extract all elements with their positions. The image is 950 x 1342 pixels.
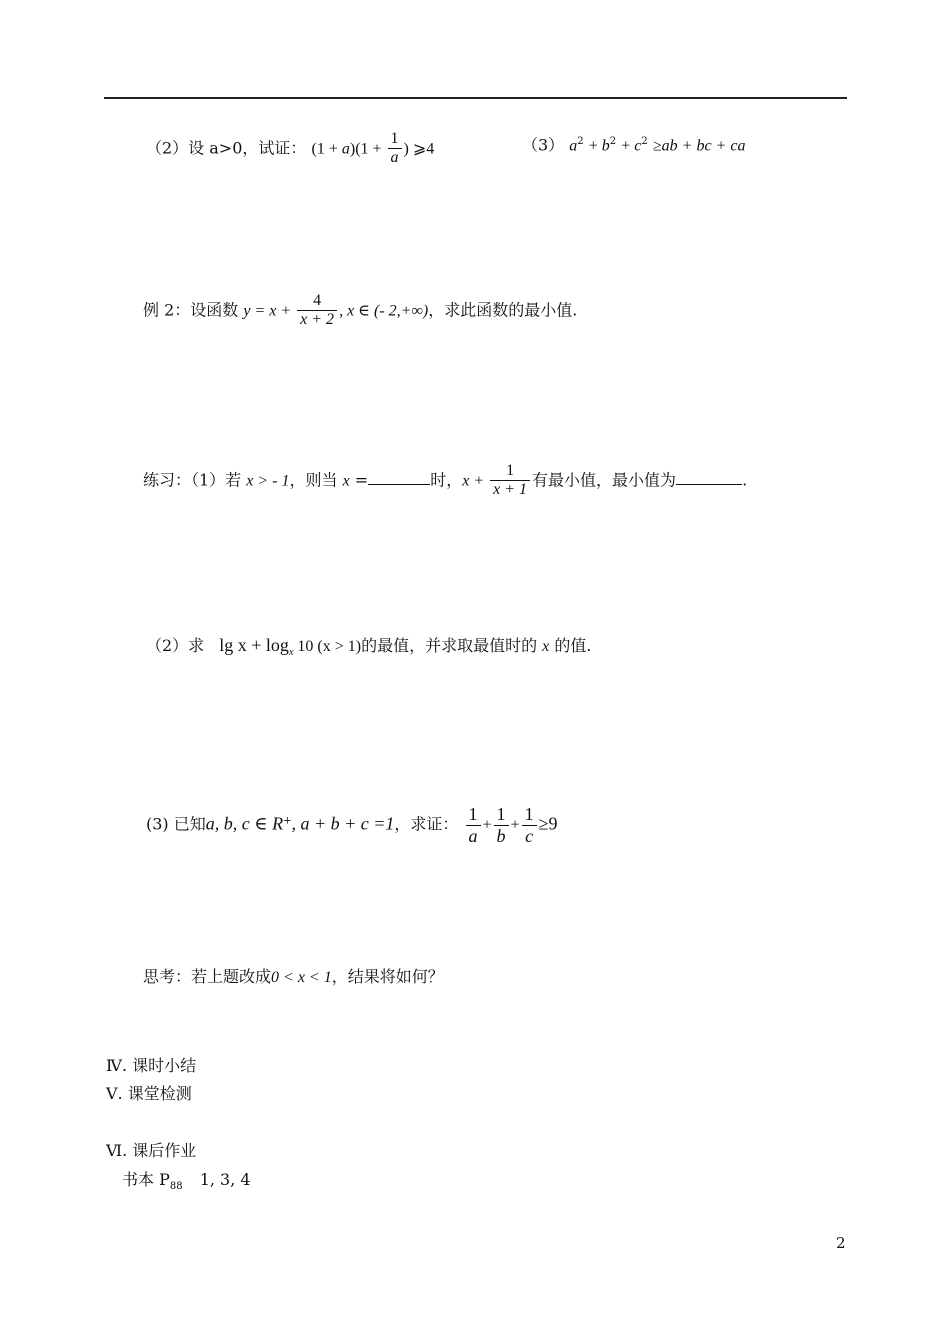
- practice-2-sub: x: [288, 647, 294, 659]
- example-2-tail: ，求此函数的最小值.: [428, 300, 578, 320]
- fraction-denominator: a: [466, 825, 481, 847]
- practice-1: [143, 462, 747, 500]
- homework-line: [122, 1172, 251, 1192]
- practice-2-tail2: 的值.: [549, 636, 592, 655]
- fraction-denominator: b: [494, 825, 509, 847]
- practice-1-fraction: [490, 462, 530, 500]
- practice-2-var: x: [542, 638, 550, 655]
- practice-1-tail: 有最小值，最小值为: [532, 470, 677, 490]
- problem-2-fraction: [388, 130, 402, 168]
- problem-3-b: b: [601, 137, 610, 155]
- practice-2-label: （2）求: [146, 636, 210, 655]
- problem-2-label: （2）设 a>0，试证：: [146, 138, 307, 158]
- example-2-fraction: [297, 292, 337, 330]
- fraction-numerator: 1: [524, 804, 534, 824]
- practice-2-tail: 的最值，并求取最值时的: [361, 636, 543, 655]
- practice-3-mid: ，求证：: [394, 814, 459, 834]
- homework-items: 1, 3, 4: [199, 1170, 251, 1189]
- problem-2-expr-c: ) ⩾4: [403, 140, 435, 158]
- homework-page-sub: 88: [169, 1181, 183, 1193]
- practice-3-rhs: ≥9: [538, 813, 558, 834]
- problem-3-exp-c: 2: [641, 136, 648, 147]
- practice-1-eq: =: [349, 470, 369, 490]
- plus-sign: +: [482, 816, 492, 834]
- practice-1-expr: x +: [462, 472, 489, 490]
- page-number: 2: [836, 1234, 846, 1252]
- example-2-domain: , x ∈ (- 2,+∞): [339, 302, 429, 320]
- practice-3-sup: +: [283, 815, 292, 827]
- example-2-label: 例 2：设函数: [143, 300, 244, 320]
- problem-3-rhs: ≥ab + bc + ca: [652, 137, 746, 155]
- header-rule: [104, 97, 847, 99]
- fraction-denominator: c: [522, 825, 537, 847]
- answer-blank-2[interactable]: [676, 483, 742, 485]
- practice-3-fraction-a: [466, 804, 481, 846]
- fraction-denominator: a: [388, 148, 402, 167]
- plus-sign: +: [510, 816, 520, 834]
- section-5-heading: Ⅴ. 课堂检测: [106, 1084, 192, 1103]
- fraction-numerator: 1: [390, 130, 399, 147]
- practice-2-expr: lg x + log: [219, 635, 289, 655]
- practice-1-mid1: ，则当: [289, 470, 343, 490]
- thinking-cond: 0 < x < 1: [271, 969, 332, 986]
- practice-3-cond: a, b, c ∈ R: [205, 813, 284, 834]
- thinking: [143, 969, 444, 986]
- practice-1-var: x: [342, 472, 350, 490]
- practice-1-mid2: 时，: [430, 470, 463, 490]
- practice-1-label: 练习：（1）若: [143, 470, 247, 490]
- example-2: [143, 292, 577, 330]
- fraction-numerator: 1: [496, 804, 506, 824]
- fraction-denominator: x + 2: [297, 310, 337, 329]
- problem-3-a: a: [569, 137, 578, 155]
- problem-2-expr-a: (1 +: [311, 140, 342, 158]
- thinking-tail: ，结果将如何？: [331, 967, 444, 986]
- homework-label: 书本 P: [122, 1170, 170, 1189]
- practice-1-cond: x > - 1: [246, 472, 290, 490]
- practice-3-label: (3) 已知: [146, 814, 206, 834]
- practice-3-fraction-b: [494, 804, 509, 846]
- example-2-lhs: y = x +: [243, 302, 296, 320]
- fraction-numerator: 1: [468, 804, 478, 824]
- practice-1-end: .: [742, 470, 748, 490]
- problem-2: [146, 130, 434, 168]
- practice-3-cond2: , a + b + c =1: [291, 813, 395, 834]
- fraction-numerator: 1: [506, 462, 515, 479]
- section-6-heading: Ⅵ. 课后作业: [106, 1141, 197, 1160]
- problem-3: （3） $a^2 + b^2 + c^2 \ge ab$ + bc + ca: [522, 135, 746, 155]
- problem-3-c: c: [634, 137, 642, 155]
- practice-2-expr2: 10 (x > 1): [293, 638, 362, 655]
- problem-2-var-a: a: [341, 140, 350, 158]
- thinking-label: 思考：若上题改成: [143, 967, 272, 986]
- practice-3: [146, 804, 557, 846]
- problem-3-label: （3）: [522, 135, 565, 155]
- practice-3-fraction-c: [522, 804, 537, 846]
- fraction-denominator: x + 1: [490, 480, 530, 499]
- problem-3-exp-b: 2: [609, 136, 617, 147]
- problem-3-exp-a: 2: [577, 136, 584, 147]
- fraction-numerator: 4: [313, 292, 322, 309]
- problem-2-expr-b: )(1 +: [349, 140, 386, 158]
- answer-blank-1[interactable]: [368, 483, 430, 485]
- practice-2: [146, 636, 591, 658]
- section-4-heading: Ⅳ. 课时小结: [106, 1056, 197, 1075]
